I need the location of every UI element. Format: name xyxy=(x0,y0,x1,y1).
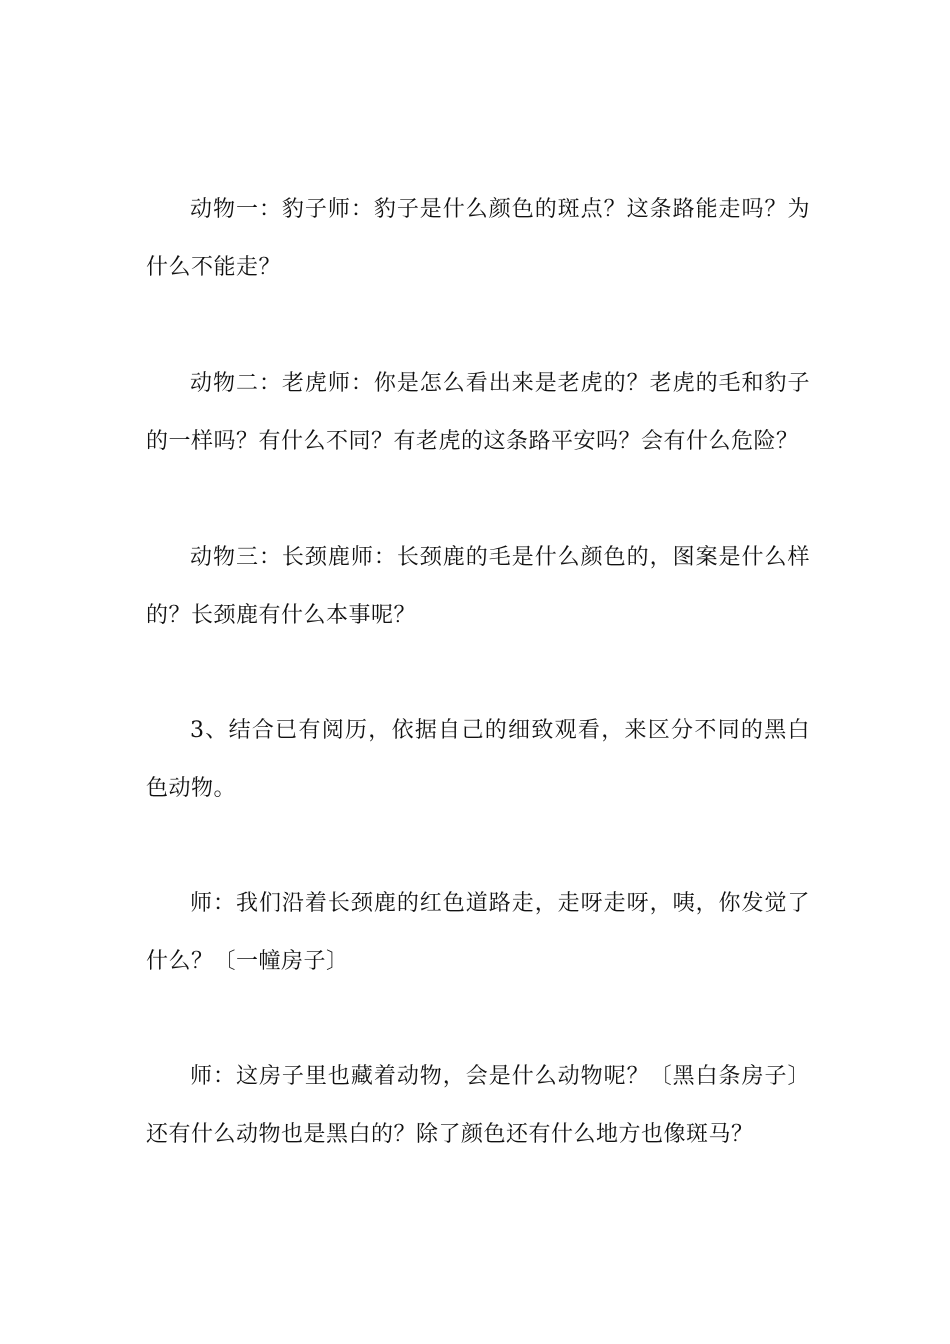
paragraph-leopard: 动物一：豹子师：豹子是什么颜色的斑点？这条路能走吗？为什么不能走？ xyxy=(146,197,810,280)
paragraph-tiger: 动物二：老虎师：你是怎么看出来是老虎的？老虎的毛和豹子的一样吗？有什么不同？有老虎的这条路平安吗？会有什么危险？ xyxy=(146,371,810,454)
paragraph-house: 师：我们沿着长颈鹿的红色道路走，走呀走呀，咦，你发觉了什么？〔一幢房子〕 xyxy=(146,891,810,974)
paragraph-zebra: 师：这房子里也藏着动物，会是什么动物呢？〔黑白条房子〕还有什么动物也是黑白的？除了颜色还有什么地方也像斑马？ xyxy=(146,1064,810,1147)
paragraph-giraffe: 动物三：长颈鹿师：长颈鹿的毛是什么颜色的，图案是什么样的？长颈鹿有什么本事呢？ xyxy=(146,545,810,628)
paragraph-step-3: 3、结合已有阅历，依据自己的细致观看，来区分不同的黑白色动物。 xyxy=(146,718,810,801)
